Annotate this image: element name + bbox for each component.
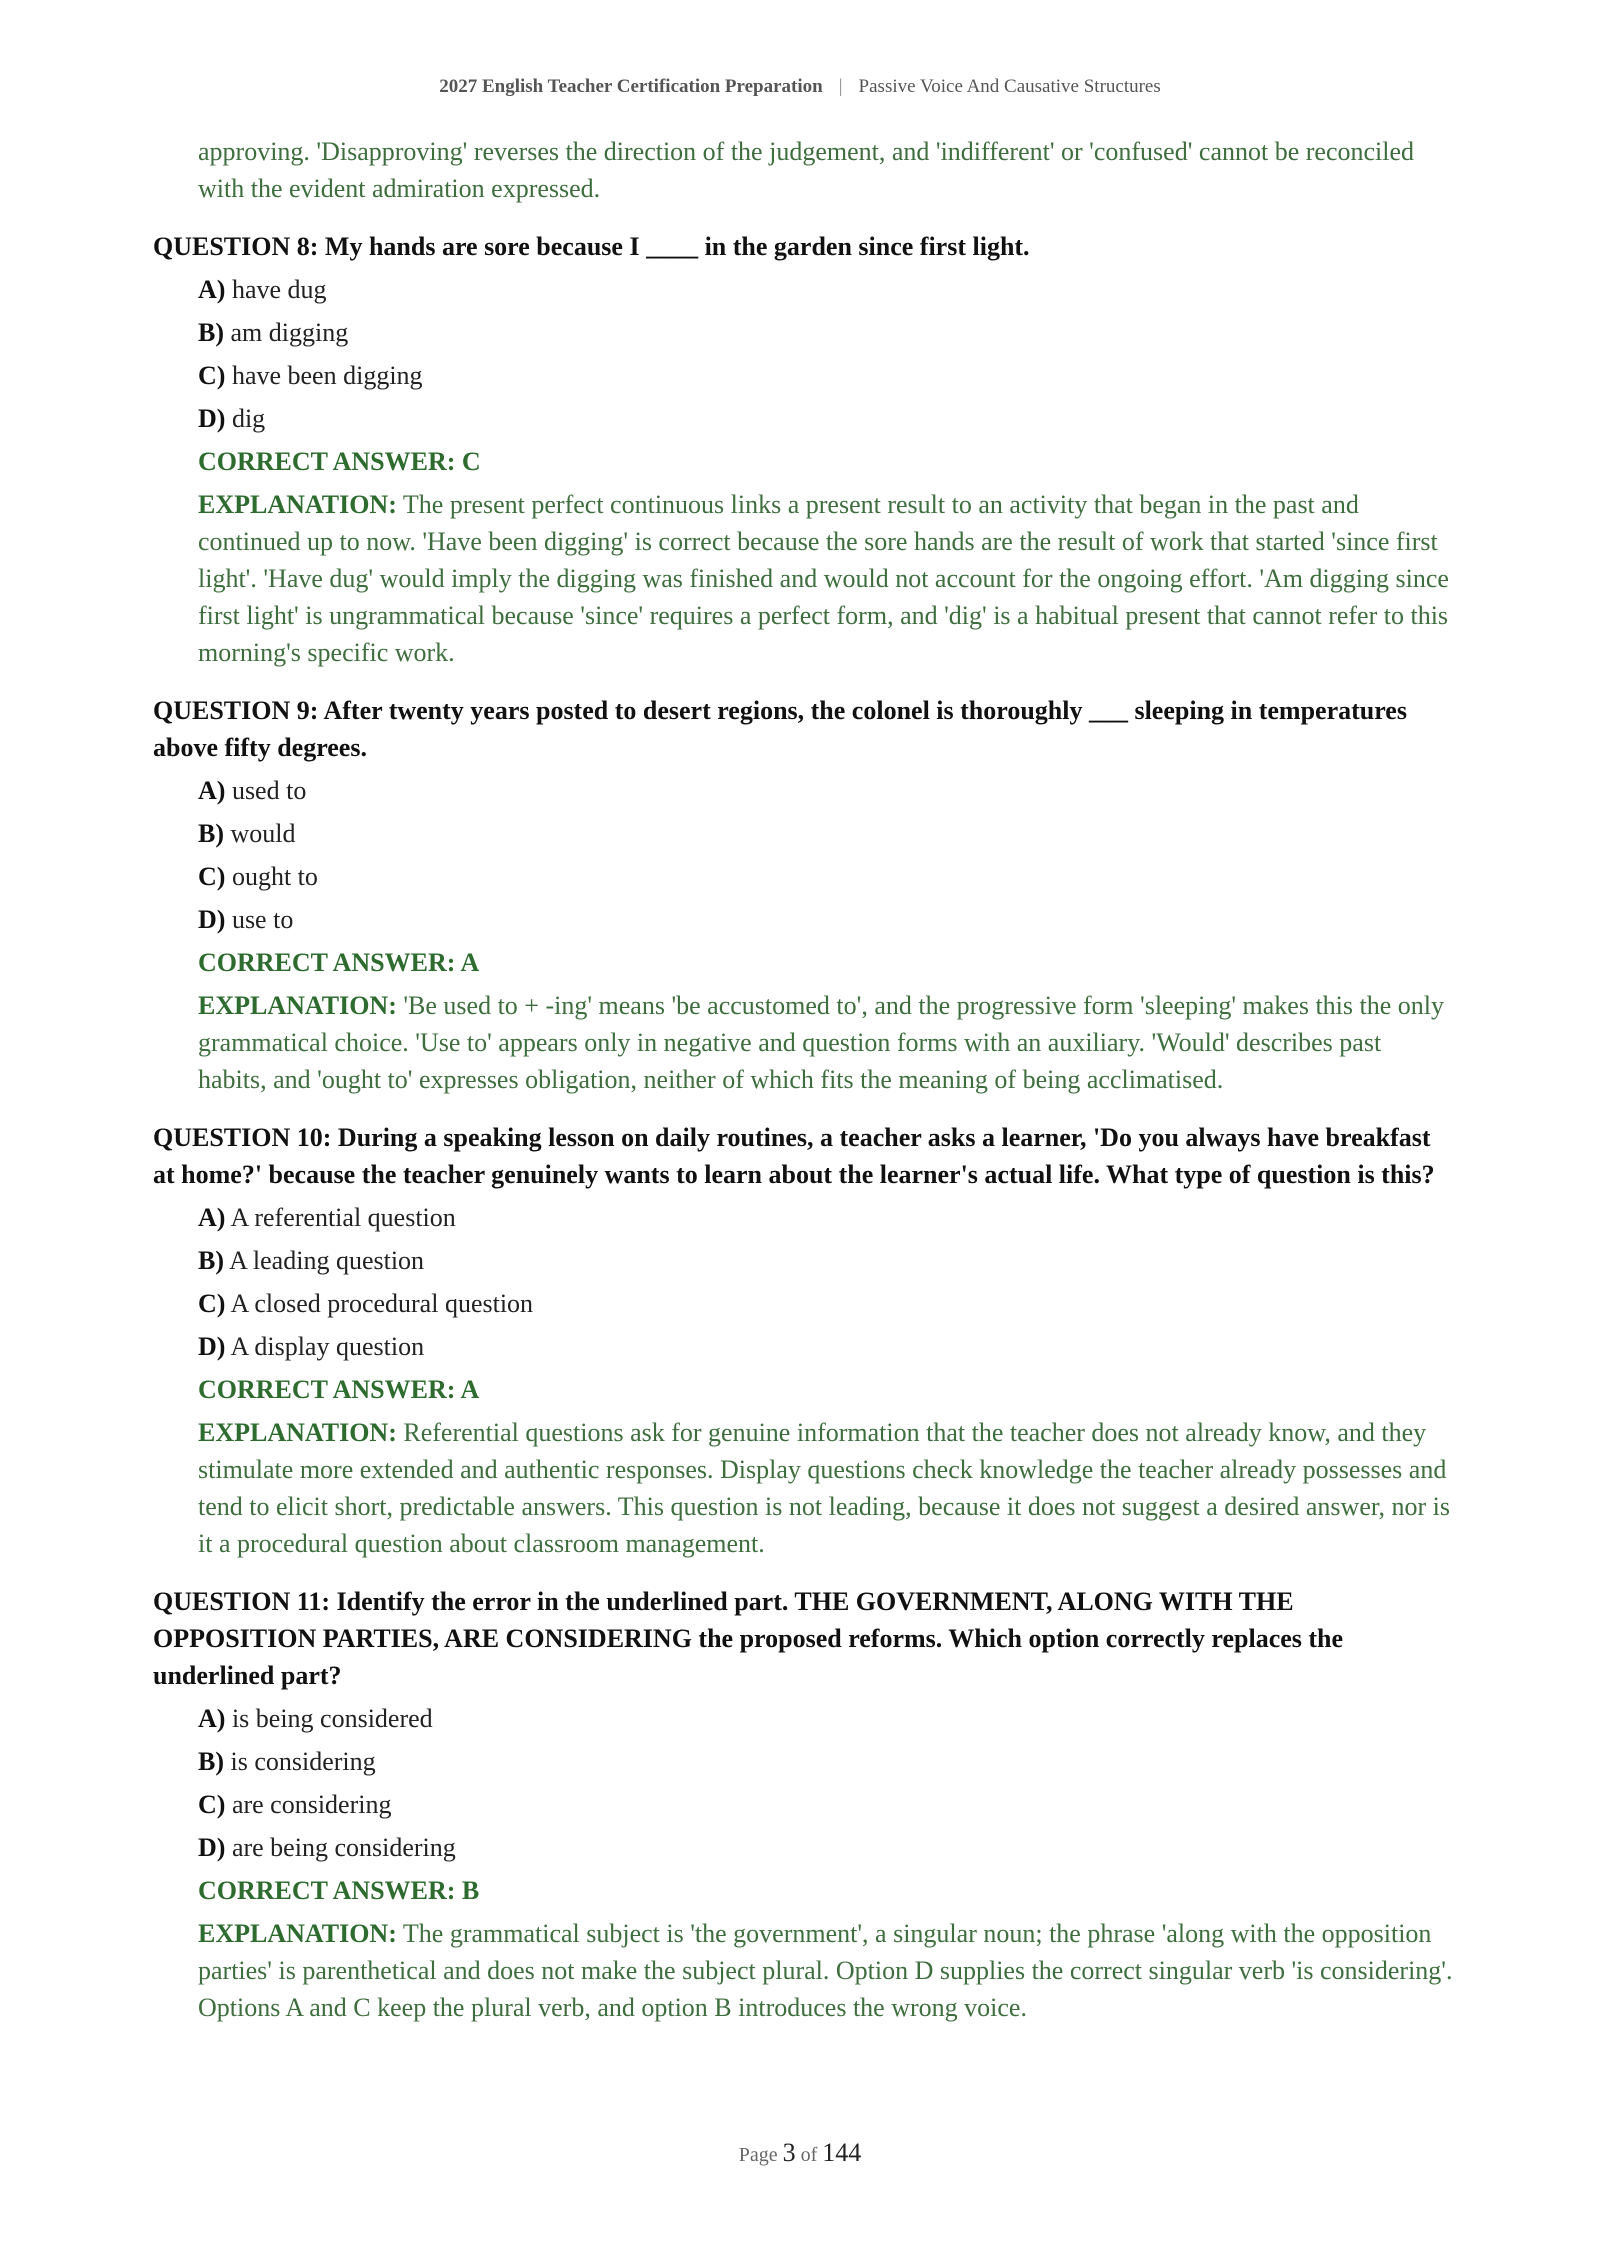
option-letter: B) <box>198 318 224 347</box>
option-letter: C) <box>198 1289 226 1318</box>
option-letter: C) <box>198 862 226 891</box>
explanation-label: EXPLANATION: <box>198 490 397 519</box>
total-pages: 144 <box>822 2138 862 2167</box>
option-text: have been digging <box>231 361 423 390</box>
answer-letter: A <box>460 1375 480 1404</box>
question-text: QUESTION 10: During a speaking lesson on daily routines, a teacher asks a learner, 'Do you always have breakfast at home?' because the teacher genuinely wants to learn about the learner's actual life. What type of question is this? <box>153 1123 1435 1189</box>
option-letter: C) <box>198 1790 226 1819</box>
option-text: are being considering <box>231 1833 456 1862</box>
option-text: used to <box>231 776 307 805</box>
explanation-text: 'Be used to + -ing' means 'be accustomed to', and the progressive form 'sleeping' makes this the only grammatical choice. 'Use to' appears only in negative and question forms with an auxiliary. 'Would' describes past habits, and 'ought to' expresses obligation, neither of which fits the meaning of being acclimatised. <box>198 991 1445 1094</box>
explanation <box>198 1915 1453 2026</box>
page-content <box>153 133 1453 2026</box>
option-letter: D) <box>198 1332 226 1361</box>
option-letter: B) <box>198 819 224 848</box>
question-text: QUESTION 9: After twenty years posted to desert regions, the colonel is thoroughly ___ sleeping in temperatures above fifty degrees. <box>153 696 1407 762</box>
option-b <box>198 1743 1453 1780</box>
option-d <box>198 901 1453 938</box>
option-a <box>198 772 1453 809</box>
option-text: A referential question <box>230 1203 456 1232</box>
question-block <box>153 1583 1453 2026</box>
of-word: of <box>800 2144 818 2166</box>
option-letter: D) <box>198 1833 226 1862</box>
option-text: am digging <box>230 318 349 347</box>
question-block <box>153 692 1453 1098</box>
option-letter: B) <box>198 1747 224 1776</box>
option-a <box>198 1199 1453 1236</box>
option-letter: D) <box>198 905 226 934</box>
option-letter: A) <box>198 776 226 805</box>
option-d <box>198 1328 1453 1365</box>
explanation-text: The grammatical subject is 'the government', a singular noun; the phrase 'along with the opposition parties' is parenthetical and does not make the subject plural. Option D supplies the correct singular verb 'is considering'. Options A and C keep the plural verb, and option B introduces the wrong voice. <box>198 1919 1453 2022</box>
option-text: would <box>230 819 296 848</box>
correct-answer <box>198 1371 1453 1408</box>
option-c <box>198 357 1453 394</box>
explanation-text: Referential questions ask for genuine information that the teacher does not already know, and they stimulate more extended and authentic responses. Display questions check knowledge the teacher already possesses and tend to elicit short, predictable answers. This question is not leading, because it does not suggest a desired answer, nor is it a procedural question about classroom management. <box>198 1418 1450 1558</box>
answer-letter: A <box>460 948 480 977</box>
question-text: QUESTION 8: My hands are sore because I ____ in the garden since first light. <box>153 232 1030 261</box>
option-b <box>198 815 1453 852</box>
option-text: have dug <box>231 275 327 304</box>
option-letter: A) <box>198 1704 226 1733</box>
option-text: is being considered <box>231 1704 433 1733</box>
answer-label: CORRECT ANSWER: <box>198 1375 456 1404</box>
correct-answer <box>198 1872 1453 1909</box>
continued-explanation: approving. 'Disapproving' reverses the direction of the judgement, and 'indifferent' or 'confused' cannot be reconciled with the evident admiration expressed. <box>198 137 1415 203</box>
option-d <box>198 1829 1453 1866</box>
option-text: ought to <box>231 862 318 891</box>
option-text: are considering <box>231 1790 392 1819</box>
header-title: 2027 English Teacher Certification Preparation <box>439 76 823 97</box>
answer-letter: C <box>461 447 481 476</box>
option-letter: C) <box>198 361 226 390</box>
question-block <box>153 1119 1453 1562</box>
page-number: 3 <box>782 2138 796 2167</box>
option-text: A leading question <box>229 1246 425 1275</box>
option-text: use to <box>231 905 294 934</box>
explanation-label: EXPLANATION: <box>198 1418 397 1447</box>
explanation <box>198 987 1453 1098</box>
question-block <box>153 228 1453 671</box>
explanation <box>198 486 1453 671</box>
explanation <box>198 1414 1453 1562</box>
option-text: A display question <box>230 1332 425 1361</box>
explanation-label: EXPLANATION: <box>198 991 397 1020</box>
answer-label: CORRECT ANSWER: <box>198 1876 456 1905</box>
correct-answer <box>198 944 1453 981</box>
header-subtitle: Passive Voice And Causative Structures <box>858 76 1161 97</box>
option-a <box>198 1700 1453 1737</box>
option-text: A closed procedural question <box>230 1289 534 1318</box>
option-a <box>198 271 1453 308</box>
answer-label: CORRECT ANSWER: <box>198 447 456 476</box>
option-c <box>198 1786 1453 1823</box>
option-text: dig <box>231 404 266 433</box>
option-b <box>198 1242 1453 1279</box>
option-letter: A) <box>198 1203 226 1232</box>
question-text: QUESTION 11: Identify the error in the underlined part. THE GOVERNMENT, ALONG WITH THE OPPOSITION PARTIES, ARE CONSIDERING the proposed reforms. Which option correctly replaces the underlined part? <box>153 1587 1344 1690</box>
answer-letter: B <box>461 1876 480 1905</box>
option-b <box>198 314 1453 351</box>
option-letter: A) <box>198 275 226 304</box>
option-letter: B) <box>198 1246 224 1275</box>
option-text: is considering <box>230 1747 376 1776</box>
explanation-label: EXPLANATION: <box>198 1919 397 1948</box>
correct-answer <box>198 443 1453 480</box>
page-header <box>0 76 1600 98</box>
page-word: Page <box>738 2144 778 2166</box>
explanation-text: The present perfect continuous links a present result to an activity that began in the past and continued up to now. 'Have been digging' is correct because the sore hands are the result of work that started 'since first light'. 'Have dug' would imply the digging was finished and would not account for the ongoing effort. 'Am digging since first light' is ungrammatical because 'since' requires a perfect form, and 'dig' is a habitual present that cannot refer to this morning's specific work. <box>198 490 1449 667</box>
option-c <box>198 1285 1453 1322</box>
option-letter: D) <box>198 404 226 433</box>
answer-label: CORRECT ANSWER: <box>198 948 456 977</box>
option-d <box>198 400 1453 437</box>
header-separator: | <box>838 76 843 97</box>
page-footer <box>0 2138 1600 2168</box>
option-c <box>198 858 1453 895</box>
